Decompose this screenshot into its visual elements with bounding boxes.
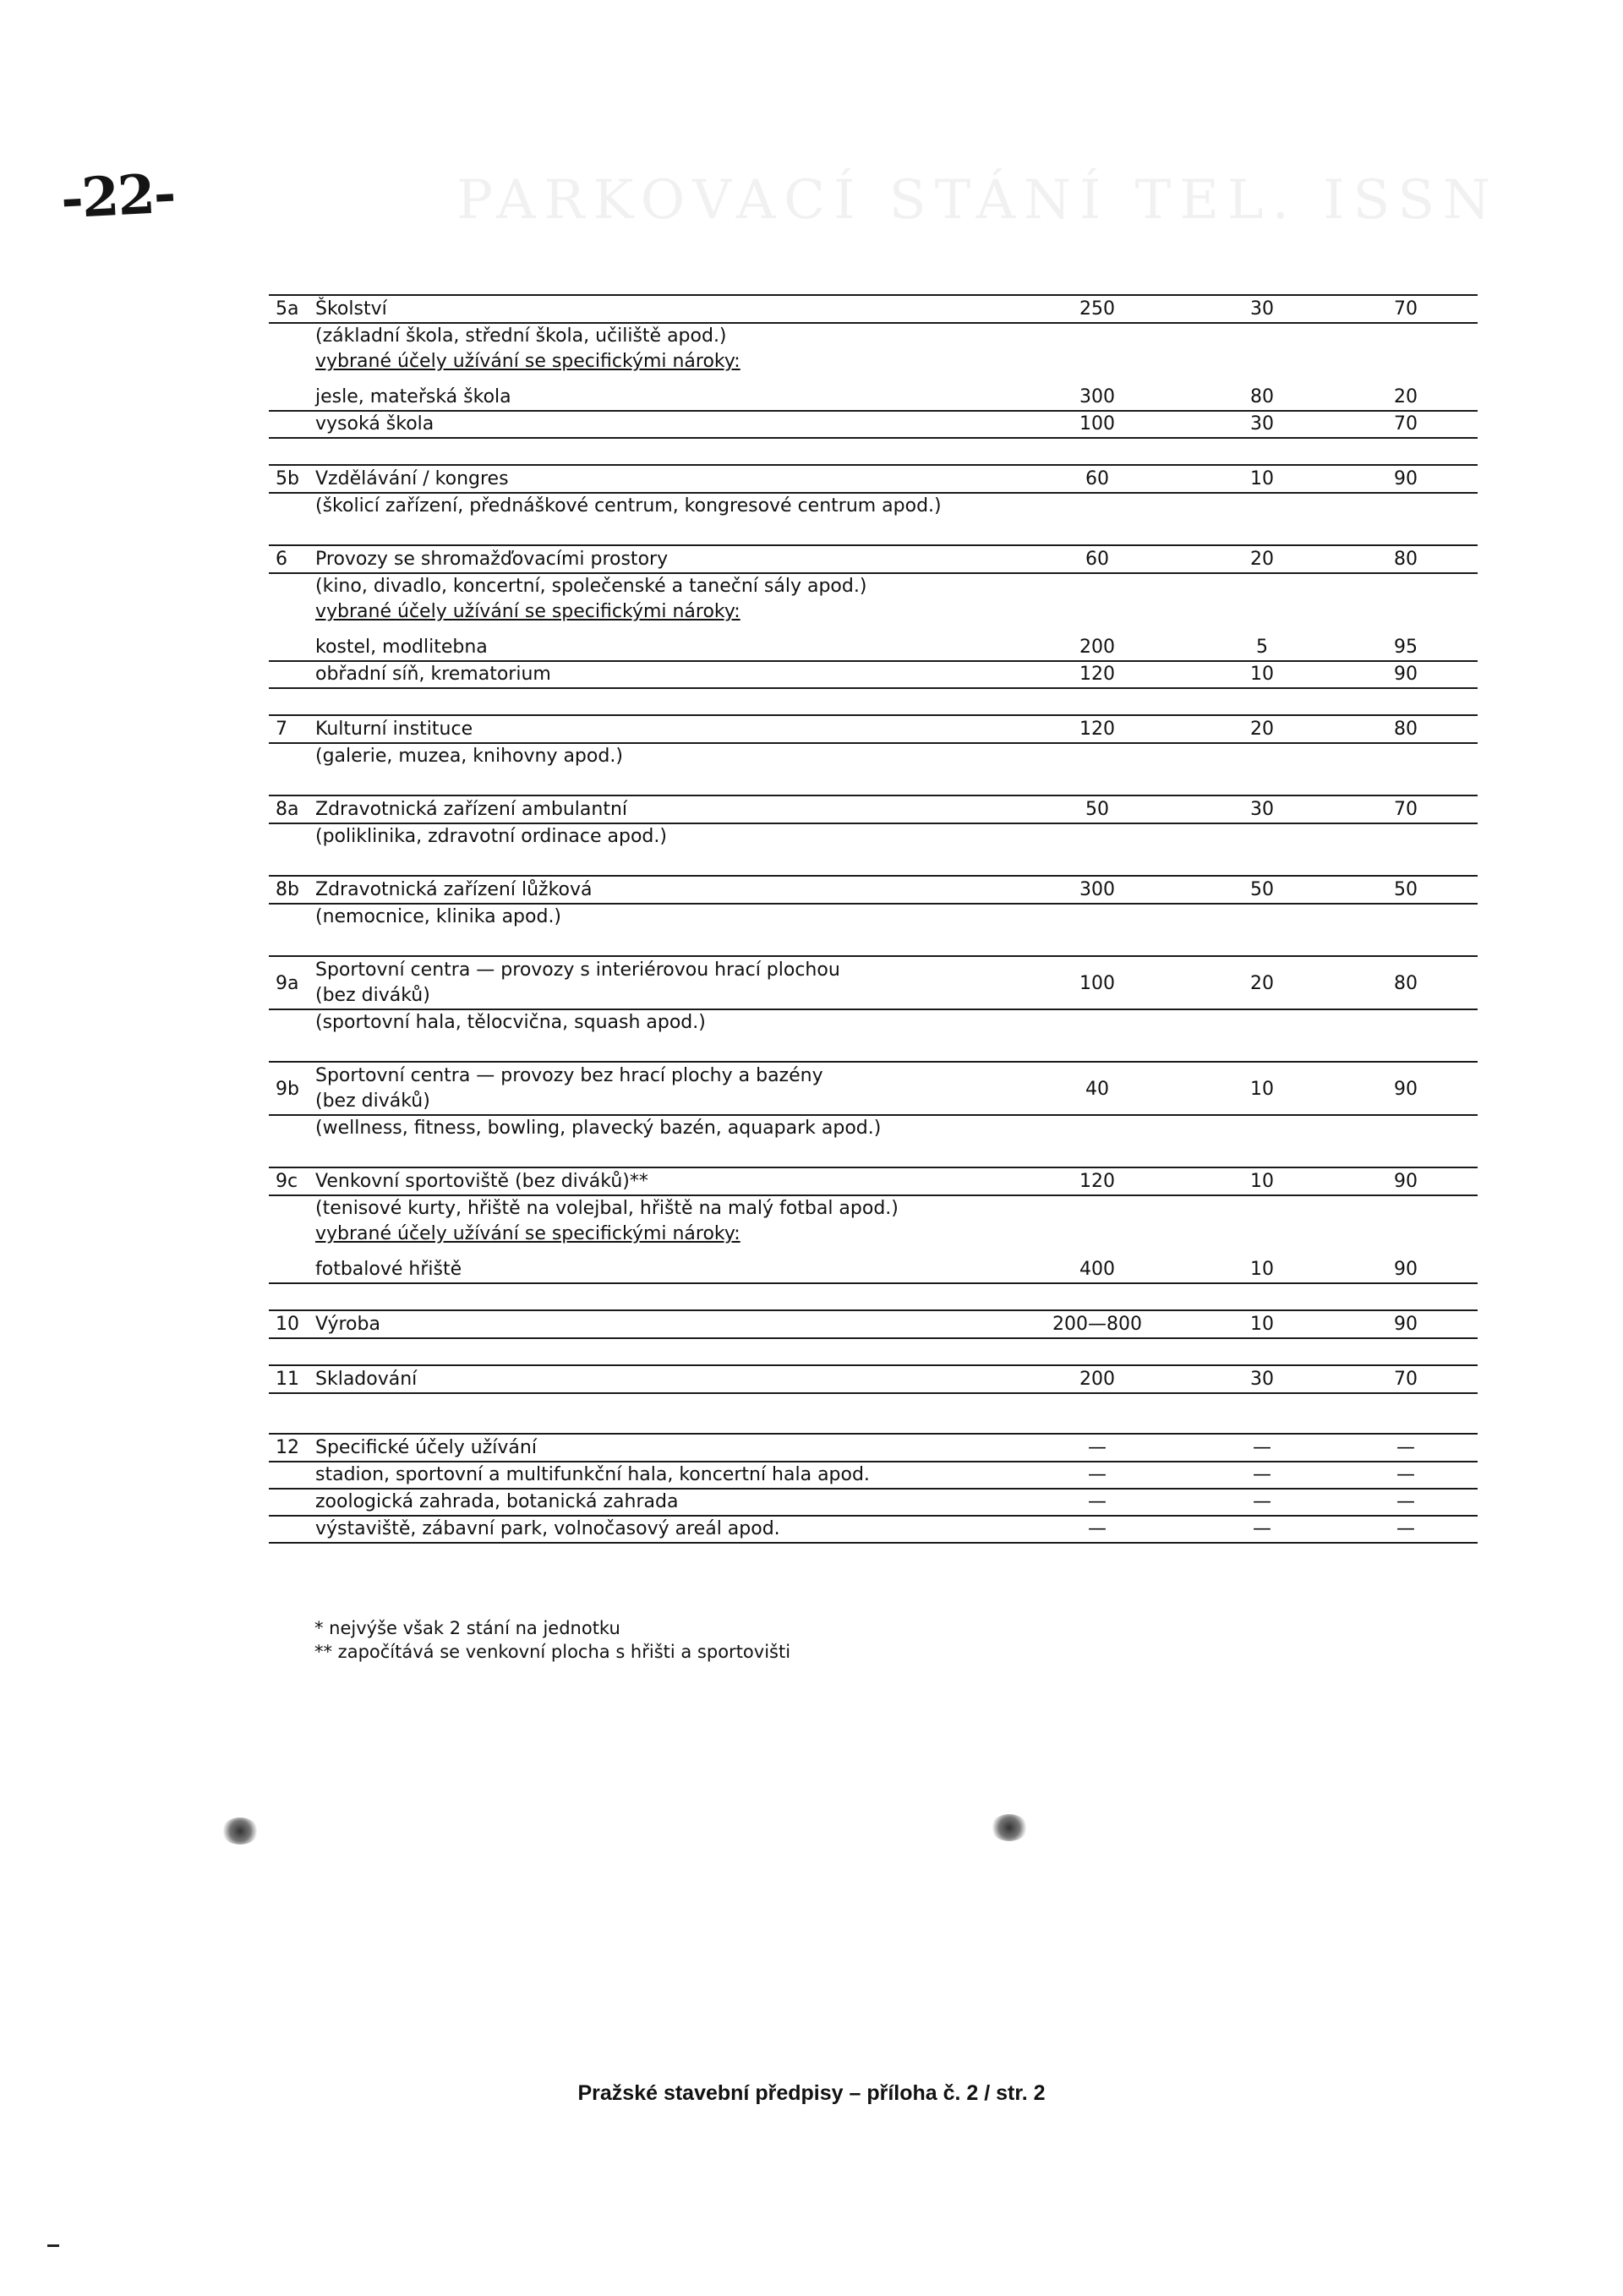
value-col-3: — <box>1396 1518 1415 1539</box>
ink-smudge <box>991 1814 1028 1841</box>
value-col-1: 300 <box>1079 879 1115 900</box>
row-code: 10 <box>276 1314 299 1335</box>
section-9a <box>269 955 1478 1036</box>
row-note <box>269 324 1478 349</box>
value-col-3: 95 <box>1394 637 1418 658</box>
sub-row <box>269 412 1478 439</box>
value-col-3: 90 <box>1394 1171 1418 1192</box>
page-footer: Pražské stavební předpisy – příloha č. 2 / str. 2 <box>577 2081 1046 2105</box>
row-label-line-2: (bez diváků) <box>315 1091 430 1112</box>
ink-smudge <box>221 1818 259 1845</box>
footnotes <box>314 1616 790 1664</box>
sub-row-label: stadion, sportovní a multifunkční hala, koncertní hala apod. <box>315 1464 870 1485</box>
sub-row <box>269 1517 1478 1544</box>
section-9b <box>269 1061 1478 1141</box>
value-col-3: 20 <box>1394 386 1418 407</box>
value-col-3: 80 <box>1394 973 1418 994</box>
row-label: Kulturní instituce <box>315 719 473 740</box>
value-col-2: 10 <box>1250 1079 1274 1100</box>
note-text: (školicí zařízení, přednáškové centrum, kongresové centrum apod.) <box>315 495 942 517</box>
value-col-3: 90 <box>1394 1314 1418 1335</box>
row-code: 9b <box>276 1079 299 1100</box>
row-code: 7 <box>276 719 287 740</box>
table-row <box>269 797 1478 824</box>
row-note <box>269 494 1478 519</box>
row-code: 5b <box>276 468 299 489</box>
ghost-bleed-through-title: PARKOVACÍ STÁNÍ TEL. ISSN <box>456 169 1500 232</box>
row-label: Skladování <box>315 1369 418 1390</box>
value-col-3: — <box>1396 1437 1415 1458</box>
table-row <box>269 467 1478 494</box>
specific-uses-heading <box>269 1222 1478 1257</box>
value-col-1: — <box>1088 1518 1107 1539</box>
parking-table <box>269 294 1478 1569</box>
value-col-2: 10 <box>1250 1314 1274 1335</box>
value-col-3: 90 <box>1394 468 1418 489</box>
value-col-2: — <box>1253 1464 1271 1485</box>
note-text: (poliklinika, zdravotní ordinace apod.) <box>315 826 667 847</box>
value-col-3: 90 <box>1394 1259 1418 1280</box>
value-col-1: 100 <box>1079 973 1115 994</box>
note-text: (tenisové kurty, hřiště na volejbal, hřiště na malý fotbal apod.) <box>315 1198 899 1219</box>
value-col-1: 120 <box>1079 1171 1115 1192</box>
value-col-1: 50 <box>1085 799 1109 820</box>
sub-row <box>269 635 1478 662</box>
row-note <box>269 905 1478 930</box>
value-col-3: 70 <box>1394 1369 1418 1390</box>
value-col-2: 10 <box>1250 1171 1274 1192</box>
table-row <box>269 958 1478 1010</box>
value-col-2: — <box>1253 1518 1271 1539</box>
section-11 <box>269 1364 1478 1394</box>
value-col-1: 400 <box>1079 1259 1115 1280</box>
sub-row-label: vysoká škola <box>315 413 434 435</box>
row-note <box>269 744 1478 769</box>
value-col-2: 20 <box>1250 549 1274 570</box>
row-note <box>269 574 1478 599</box>
row-label: Sportovní centra — provozy bez hrací plochy a bazény <box>315 1065 823 1086</box>
table-row <box>269 547 1478 574</box>
table-row <box>269 1435 1478 1462</box>
value-col-2: — <box>1253 1437 1271 1458</box>
value-col-1: 200 <box>1079 1369 1115 1390</box>
table-row <box>269 1063 1478 1116</box>
section-10 <box>269 1309 1478 1339</box>
row-note <box>269 1196 1478 1222</box>
section-6 <box>269 544 1478 689</box>
heading-text: vybrané účely užívání se specifickými nároky: <box>315 601 740 622</box>
sub-row <box>269 662 1478 689</box>
value-col-1: 200 <box>1079 637 1115 658</box>
value-col-1: — <box>1088 1437 1107 1458</box>
row-code: 6 <box>276 549 287 570</box>
value-col-2: 80 <box>1250 386 1274 407</box>
note-text: (základní škola, střední škola, učiliště apod.) <box>315 325 727 347</box>
sub-row <box>269 1462 1478 1490</box>
table-row <box>269 1367 1478 1394</box>
value-col-2: 50 <box>1250 879 1274 900</box>
value-col-3: 70 <box>1394 413 1418 435</box>
row-code: 5a <box>276 298 299 320</box>
specific-uses-heading <box>269 599 1478 635</box>
section-12 <box>269 1433 1478 1544</box>
sub-row-label: jesle, mateřská škola <box>315 386 511 407</box>
row-note <box>269 824 1478 850</box>
value-col-3: 90 <box>1394 664 1418 685</box>
sub-row-label: zoologická zahrada, botanická zahrada <box>315 1491 679 1512</box>
value-col-2: 10 <box>1250 468 1274 489</box>
note-text: (nemocnice, klinika apod.) <box>315 906 562 927</box>
value-col-1: 120 <box>1079 719 1115 740</box>
row-code: 9c <box>276 1171 298 1192</box>
footnote-1: * nejvýše však 2 stání na jednotku <box>314 1618 620 1638</box>
table-row <box>269 1312 1478 1339</box>
value-col-2: 10 <box>1250 664 1274 685</box>
value-col-3: 50 <box>1394 879 1418 900</box>
note-text: (galerie, muzea, knihovny apod.) <box>315 746 623 767</box>
value-col-2: 5 <box>1256 637 1268 658</box>
table-row <box>269 1169 1478 1196</box>
value-col-3: 70 <box>1394 298 1418 320</box>
sub-row <box>269 385 1478 412</box>
sub-row <box>269 1490 1478 1517</box>
note-text: (wellness, fitness, bowling, plavecký bazén, aquapark apod.) <box>315 1118 882 1139</box>
section-9c <box>269 1167 1478 1284</box>
row-label: Venkovní sportoviště (bez diváků)** <box>315 1171 648 1192</box>
section-8b <box>269 875 1478 930</box>
heading-text: vybrané účely užívání se specifickými nároky: <box>315 1223 740 1244</box>
sub-row-label: kostel, modlitebna <box>315 637 488 658</box>
section-5b <box>269 464 1478 519</box>
value-col-1: 200—800 <box>1052 1314 1142 1335</box>
value-col-3: — <box>1396 1464 1415 1485</box>
row-label: Zdravotnická zařízení ambulantní <box>315 799 628 820</box>
value-col-2: 30 <box>1250 413 1274 435</box>
row-code: 12 <box>276 1437 299 1458</box>
row-label-line-2: (bez diváků) <box>315 985 430 1006</box>
row-label: Provozy se shromažďovacími prostory <box>315 549 669 570</box>
value-col-2: — <box>1253 1491 1271 1512</box>
value-col-2: 10 <box>1250 1259 1274 1280</box>
table-row <box>269 297 1478 324</box>
footnote-2: ** započítává se venkovní plocha s hřišti a sportovišti <box>314 1642 791 1662</box>
note-text: (kino, divadlo, koncertní, společenské a taneční sály apod.) <box>315 576 867 597</box>
value-col-1: 40 <box>1085 1079 1109 1100</box>
row-code: 11 <box>276 1369 299 1390</box>
value-col-3: — <box>1396 1491 1415 1512</box>
value-col-1: 300 <box>1079 386 1115 407</box>
heading-text: vybrané účely užívání se specifickými nároky: <box>315 351 740 372</box>
value-col-2: 20 <box>1250 973 1274 994</box>
table-row <box>269 717 1478 744</box>
row-code: 8b <box>276 879 299 900</box>
specific-uses-heading <box>269 349 1478 385</box>
value-col-1: — <box>1088 1491 1107 1512</box>
row-code: 8a <box>276 799 299 820</box>
value-col-2: 30 <box>1250 1369 1274 1390</box>
row-label: Zdravotnická zařízení lůžková <box>315 879 593 900</box>
section-8a <box>269 795 1478 850</box>
value-col-2: 20 <box>1250 719 1274 740</box>
value-col-2: 30 <box>1250 298 1274 320</box>
table-row <box>269 877 1478 905</box>
value-col-1: 60 <box>1085 468 1109 489</box>
note-text: (sportovní hala, tělocvična, squash apod.) <box>315 1012 706 1033</box>
section-7 <box>269 714 1478 769</box>
row-label: Specifické účely užívání <box>315 1437 537 1458</box>
row-label: Výroba <box>315 1314 380 1335</box>
value-col-1: 120 <box>1079 664 1115 685</box>
sub-row-label: výstaviště, zábavní park, volnočasový areál apod. <box>315 1518 780 1539</box>
value-col-2: 30 <box>1250 799 1274 820</box>
sub-row-label: fotbalové hřiště <box>315 1259 462 1280</box>
row-label: Sportovní centra — provozy s interiérovou hrací plochou <box>315 959 840 981</box>
sub-row-label: obřadní síň, krematorium <box>315 664 551 685</box>
value-col-3: 80 <box>1394 549 1418 570</box>
sub-row <box>269 1257 1478 1284</box>
value-col-1: 100 <box>1079 413 1115 435</box>
value-col-3: 80 <box>1394 719 1418 740</box>
section-5a <box>269 294 1478 439</box>
value-col-1: — <box>1088 1464 1107 1485</box>
row-label: Školství <box>315 298 387 320</box>
value-col-3: 70 <box>1394 799 1418 820</box>
row-note <box>269 1116 1478 1141</box>
margin-mark <box>47 2244 59 2247</box>
row-code: 9a <box>276 973 299 994</box>
value-col-3: 90 <box>1394 1079 1418 1100</box>
row-label: Vzdělávání / kongres <box>315 468 509 489</box>
value-col-1: 60 <box>1085 549 1109 570</box>
row-note <box>269 1010 1478 1036</box>
page-number: -22- <box>59 161 177 232</box>
value-col-1: 250 <box>1079 298 1115 320</box>
